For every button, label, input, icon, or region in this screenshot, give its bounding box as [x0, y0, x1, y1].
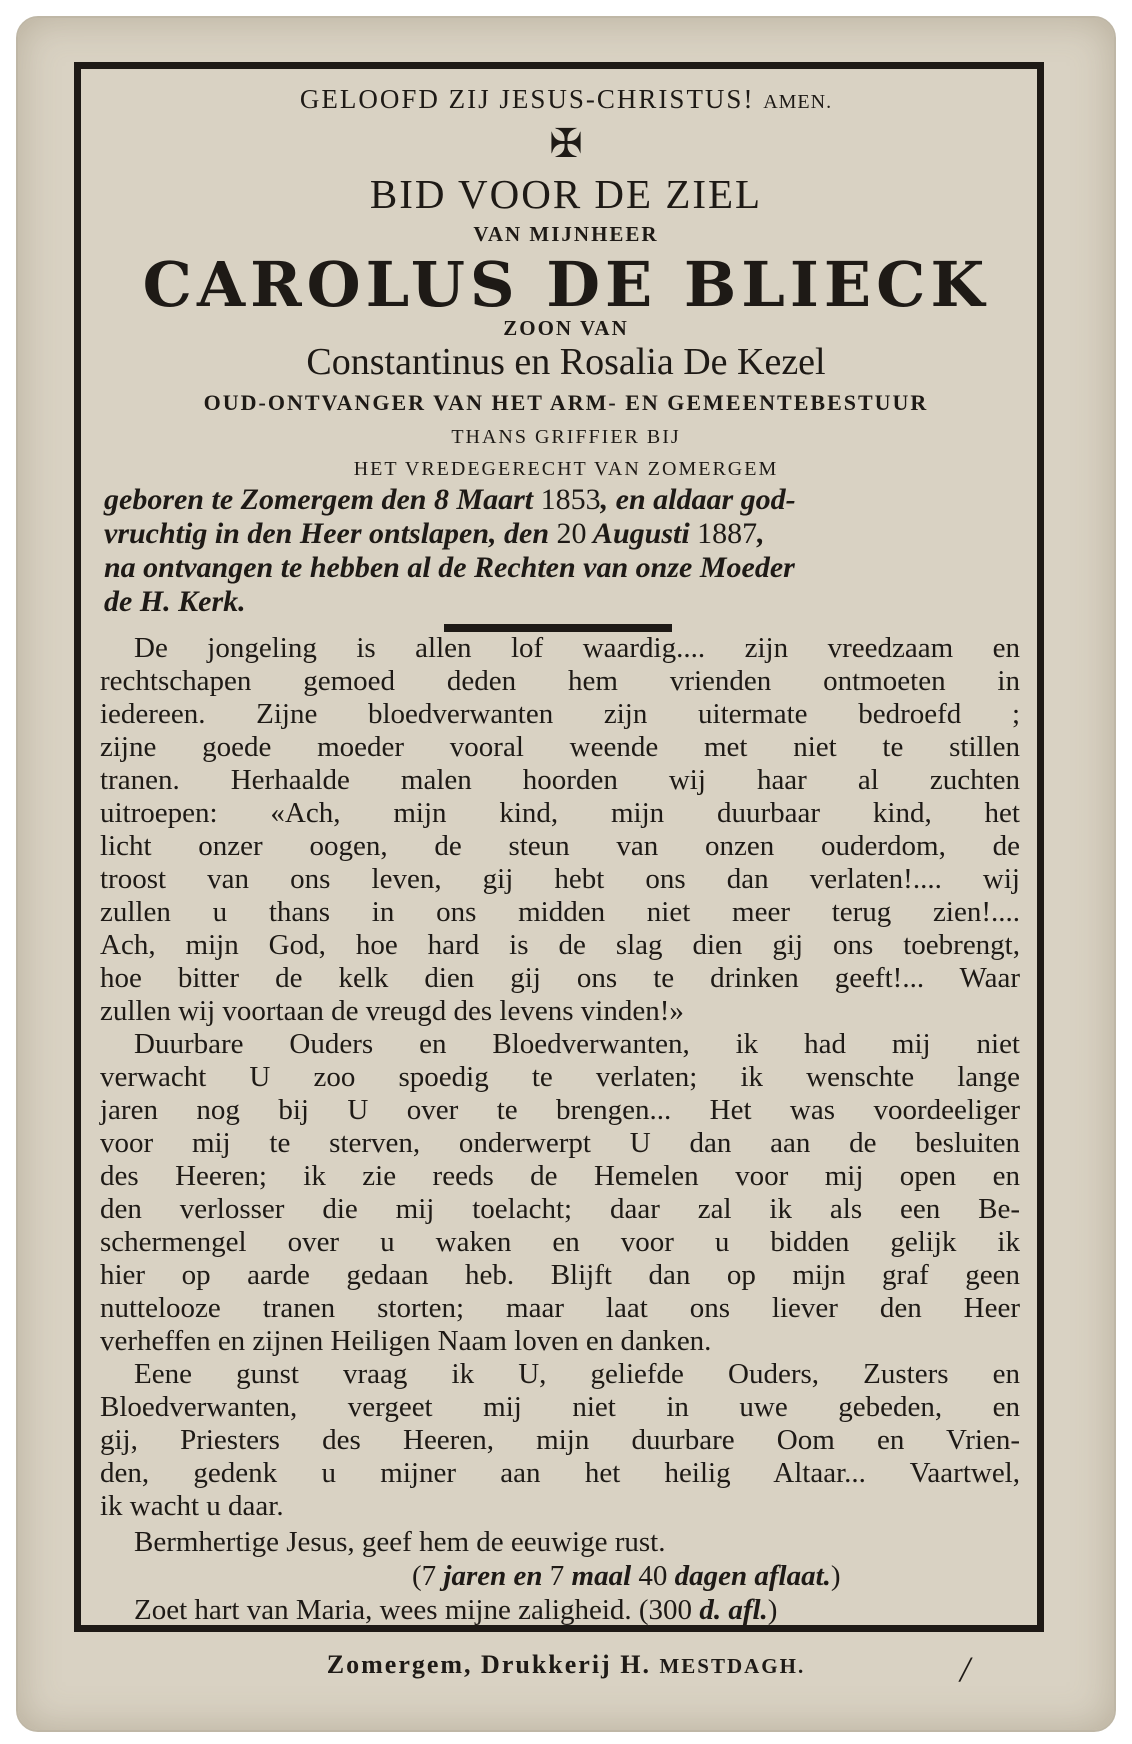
body-line: uitroepen: «Ach, mijn kind, mijn duurbaar kind, het [100, 797, 1020, 829]
indulgence-a: jaren en [436, 1560, 550, 1592]
handwritten-mark: / [960, 1649, 971, 1689]
body-line: den verlosser die mij toelacht; daar zal ik als een Be- [100, 1193, 1020, 1225]
body-line: troost van ons leven, gij hebt ons dan verlaten!.... wij [100, 863, 1020, 895]
prayer-heading: BID VOOR DE ZIEL [369, 171, 763, 217]
son-of-label: ZOON VAN [503, 316, 629, 340]
invocation-text: GELOOFD ZIJ JESUS-CHRISTUS! [299, 84, 764, 114]
body-line: des Heeren; ik zie reeds de Hemelen voor mij open en [100, 1160, 1020, 1192]
death-text: vruchtig in den Heer ontslapen, den [104, 517, 557, 550]
body-line: zullen u thans in ons midden niet meer terug zien!.... [100, 896, 1020, 928]
cross-icon: ✠ [549, 121, 583, 166]
indulgence-close: ) [830, 1560, 841, 1592]
occupation-line-1: OUD-ONTVANGER VAN HET ARM- EN GEMEENTEBESTUUR [203, 390, 929, 415]
prayer-2-close: ) [767, 1594, 778, 1626]
invocation-amen: AMEN. [763, 91, 833, 113]
death-year: 1887 [697, 517, 758, 550]
prayer-2 [134, 1594, 1054, 1626]
birth-death-line-3: na ontvangen te hebben al de Rechten van onze Moeder [104, 551, 795, 584]
indulgence-1 [412, 1560, 1132, 1592]
body-line: zullen wij voortaan de vreugd des levens vinden!» [100, 995, 684, 1027]
birth-death-line-1 [104, 484, 1024, 516]
indulgence-e: dagen aflaat. [667, 1560, 831, 1592]
prayer-2-abbrev: d. afl. [699, 1594, 768, 1626]
body-line: rechtschapen gemoed deden hem vrienden ontmoeten in [100, 665, 1020, 697]
printer-name: MESTDAGH. [659, 1654, 806, 1678]
death-day: 20 [556, 517, 587, 550]
birth-death-line-2 [104, 518, 1024, 550]
body-line: tranen. Herhaalde malen hoorden wij haar al zuchten [100, 764, 1020, 796]
indulgence-c: maal [564, 1560, 639, 1592]
body-line: den, gedenk u mijner aan het heilig Altaar... Vaartwel, [100, 1457, 1020, 1489]
printer-place: Zomergem, Drukkerij H. [326, 1650, 660, 1679]
body-line: nuttelooze tranen storten; maar laat ons liever den Heer [100, 1292, 1020, 1324]
body-line: Ach, mijn God, hoe hard is de slag dien gij ons toebrengt, [100, 929, 1020, 961]
title-prefix: VAN MIJNHEER [473, 222, 659, 246]
birth-year: 1853 [540, 483, 601, 516]
body-line: hoe bitter de kelk dien gij ons te drinken geeft!... Waar [100, 962, 1020, 994]
body-line: gij, Priesters des Heeren, mijn duurbare Oom en Vrien- [100, 1424, 1020, 1456]
body-line: licht onzer oogen, de steun van onzen ouderdom, de [100, 830, 1020, 862]
prayer-2-text: Zoet hart van Maria, wees mijne zaligheid. (300 [134, 1594, 700, 1626]
birth-death-line-4: de H. Kerk. [104, 585, 246, 618]
occupation-line-2: THANS GRIFFIER BIJ [451, 426, 681, 448]
birth-text-2: , en aldaar god- [600, 483, 796, 516]
body-line: jaren nog bij U over te brengen... Het was voordeeliger [100, 1094, 1020, 1126]
body-line: verwacht U zoo spoedig te verlaten; ik wenschte lange [100, 1061, 1020, 1093]
invocation [0, 84, 1132, 115]
death-month: Augusti [586, 517, 698, 550]
body-line: schermengel over u waken en voor u bidden gelijk ik [100, 1226, 1020, 1258]
body-line: voor mij te sterven, onderwerpt U dan aan de besluiten [100, 1127, 1020, 1159]
body-line: Eene gunst vraag ik U, geliefde Ouders, Zusters en [134, 1358, 1020, 1390]
death-comma: , [757, 517, 765, 550]
body-line: iedereen. Zijne bloedverwanten zijn uitermate bedroefd ; [100, 698, 1020, 730]
prayer-1: Bermhertige Jesus, geef hem de eeuwige rust. [134, 1526, 666, 1558]
occupation-line-3: HET VREDEGERECHT VAN ZOMERGEM [353, 458, 779, 480]
parents-names: Constantinus en Rosalia De Kezel [306, 341, 826, 383]
body-line: Bloedverwanten, vergeet mij niet in uwe gebeden, en [100, 1391, 1020, 1423]
body-line: De jongeling is allen lof waardig.... zijn vreedzaam en [134, 632, 1020, 664]
indulgence-open: (7 [412, 1560, 437, 1592]
body-line: Duurbare Ouders en Bloedverwanten, ik had mij niet [134, 1028, 1020, 1060]
body-line: hier op aarde gedaan heb. Blijft dan op mijn graf geen [100, 1259, 1020, 1291]
body-line: verheffen en zijnen Heiligen Naam loven en danken. [100, 1325, 712, 1357]
indulgence-d: 40 [638, 1560, 668, 1592]
birth-text: geboren te Zomergem den 8 Maart [104, 483, 541, 516]
indulgence-b: 7 [549, 1560, 565, 1592]
deceased-name: CAROLUS DE BLIECK [142, 248, 990, 321]
body-line: ik wacht u daar. [100, 1490, 284, 1522]
divider-rule [444, 624, 672, 632]
body-line: zijne goede moeder vooral weende met niet te stillen [100, 731, 1020, 763]
